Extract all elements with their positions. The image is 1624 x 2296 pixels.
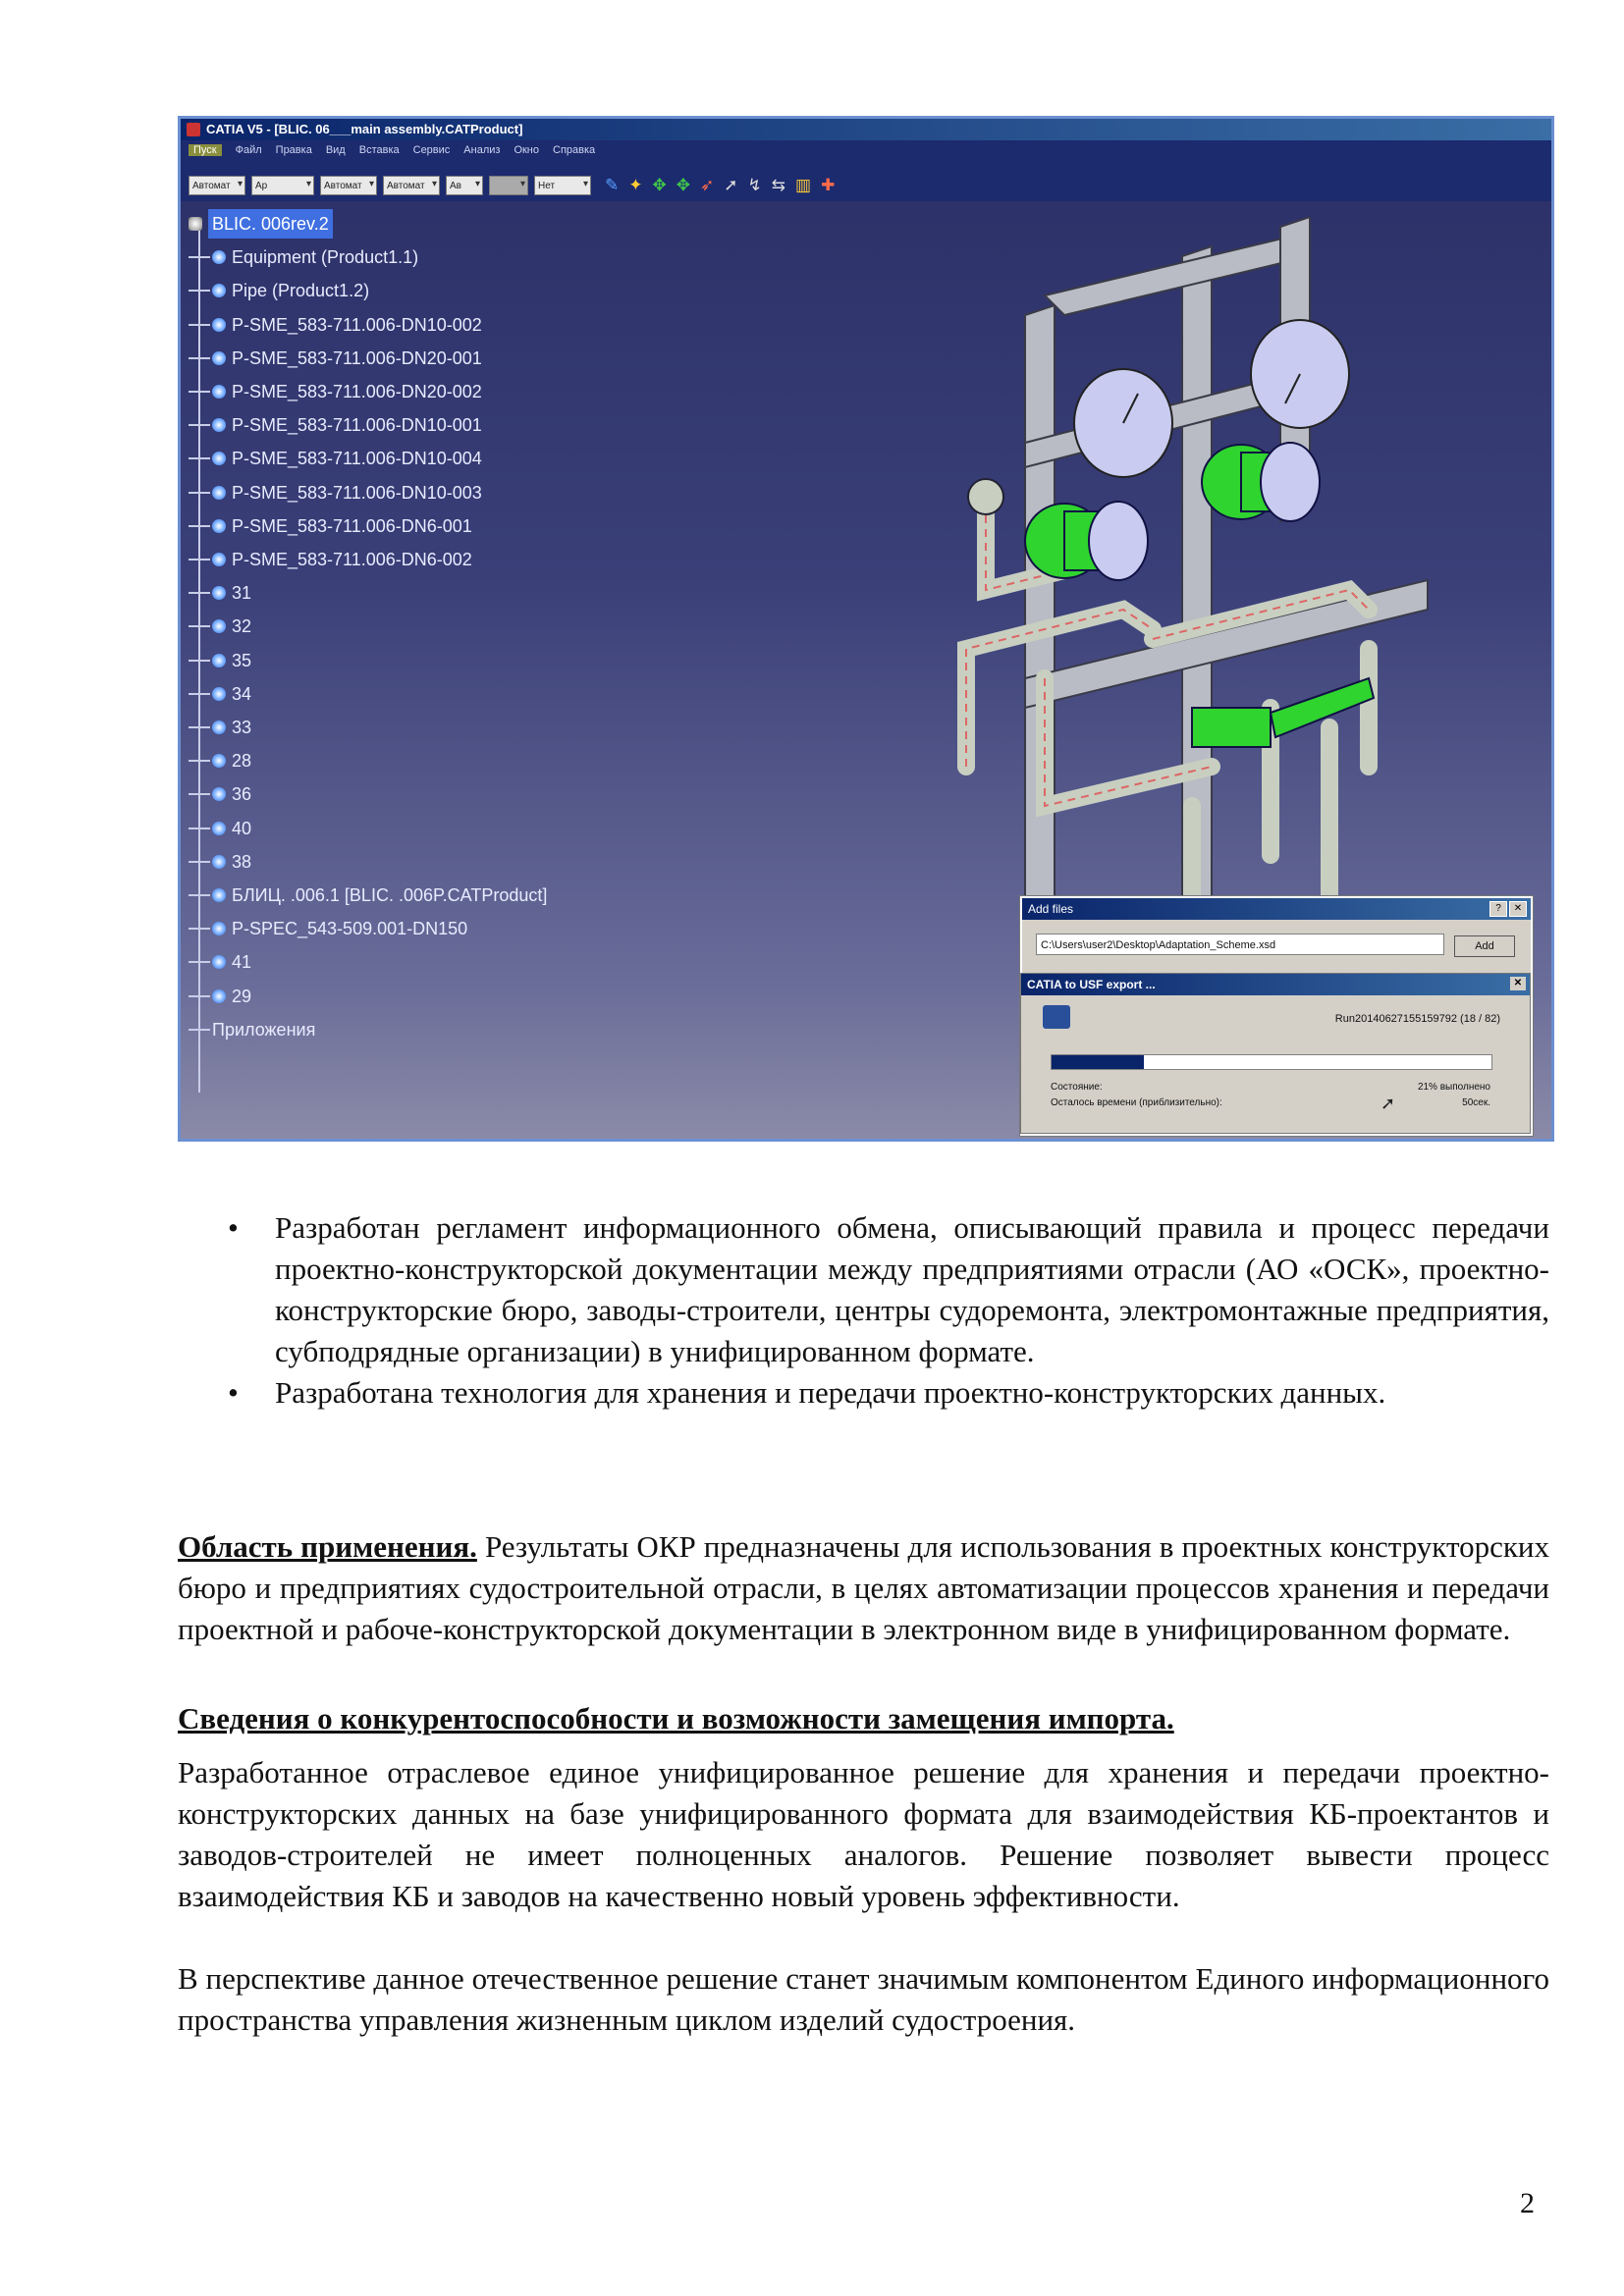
bullet-icon: • (228, 1210, 239, 1245)
toolbar-select-4[interactable]: Автомат ▾ (383, 176, 440, 195)
help-icon[interactable]: ? (1489, 901, 1507, 917)
file-path-input[interactable]: C:\Users\user2\Desktop\Adaptation_Scheme.xsd (1036, 934, 1444, 955)
tree-item-label: 35 (232, 650, 252, 670)
tree-item[interactable] (189, 947, 251, 977)
tree-branch-line (189, 424, 210, 426)
competitive-paragraph-1: Разработанное отраслевое единое унифицированное решение для хранения и передачи проектно-конструкторских данных на базе унифицированного формата для взаимодействия КБ-проектантов и заводов-строителей не имеет полноценных аналогов. Решение позволяет вывести процесс взаимодействия КБ и заводов на качественно новый уровень эффективности. (178, 1755, 1549, 1913)
part-icon (212, 822, 226, 835)
tree-branch-line (189, 357, 210, 359)
specification-tree (189, 209, 797, 1142)
catia-screenshot (178, 116, 1554, 1142)
tree-item-label: P-SME_583-711.006-DN10-001 (232, 415, 482, 436)
tree-item[interactable] (189, 646, 251, 675)
part-icon (212, 284, 226, 297)
frame-beam-top (1045, 237, 1310, 315)
toolbar-select-3[interactable]: Автомат ▾ (320, 176, 377, 195)
toolbar-icons (605, 176, 835, 195)
export-time-label: Осталось времени (приблизительно): (1051, 1097, 1222, 1108)
tree-item-label: P-SME_583-711.006-DN10-002 (232, 314, 482, 335)
export-progress-dialog (1020, 973, 1531, 1134)
tree-branch-line (189, 1029, 210, 1031)
tree-item[interactable] (189, 344, 482, 373)
tree-item[interactable] (189, 847, 251, 877)
menu-view[interactable]: Вид (325, 144, 346, 156)
bullet-list (228, 1207, 1549, 1414)
tree-branch-line (189, 894, 210, 896)
export-time-value: 50сек. (1462, 1097, 1490, 1108)
tree-branch-line (189, 828, 210, 829)
mouse-cursor-icon: ➚ (1380, 1094, 1396, 1113)
tree-item[interactable] (189, 1015, 315, 1044)
tree-item-label: Pipe (Product1.2) (232, 281, 370, 301)
part-icon (212, 955, 226, 969)
tree-item[interactable] (189, 310, 482, 340)
tree-branch-line (189, 693, 210, 695)
export-logo-icon (1043, 1005, 1070, 1029)
tree-branch-line (189, 793, 210, 795)
tree-item[interactable] (189, 578, 251, 608)
snap-icon[interactable]: ✥ (676, 176, 690, 194)
part-icon (212, 553, 226, 566)
menu-analysis[interactable]: Анализ (463, 144, 501, 156)
toolbar-select-2[interactable]: Ар ▾ (251, 176, 314, 195)
competitive-paragraph-2: В перспективе данное отечественное решение станет значимым компонентом Единого информационного пространства управления жизненным циклом изделий судостроения. (178, 1961, 1549, 2037)
tree-item-label: 28 (232, 751, 252, 772)
tree-branch-line (189, 457, 210, 459)
export-title: CATIA to USF export ... (1027, 978, 1156, 991)
tree-item[interactable] (189, 679, 251, 709)
tree-item-label: БЛИЦ. .006.1 [BLIC. .006P.CATProduct] (232, 885, 548, 905)
tree-branch-line (189, 391, 210, 393)
tree-branch-line (189, 760, 210, 762)
part-icon (212, 351, 226, 365)
part-icon (212, 922, 226, 935)
bullet-text: Разработан регламент информационного обмена, описывающий правила и процесс передачи проектно-конструкторской документации между предприятиями отрасли (АО «ОСК», проектно-конструкторские бюро, заводы-строители, центры судоремонта, электромонтажные предприятия, субподрядные организации) в унифицированном формате. (275, 1210, 1549, 1368)
catia-app-icon (187, 123, 200, 136)
tree-item[interactable] (189, 377, 482, 406)
tree-branch-line (189, 660, 210, 662)
menu-help[interactable]: Справка (553, 144, 596, 156)
tree-branch-line (189, 256, 210, 258)
toolbar (181, 160, 1551, 201)
tree-branch-line (189, 726, 210, 728)
tree-branch-line (189, 492, 210, 494)
light-icon[interactable]: ✦ (628, 176, 643, 194)
toolbar-select-7[interactable]: Нет ▾ (534, 176, 591, 195)
part-icon (212, 452, 226, 465)
part-icon (212, 754, 226, 768)
menu-tools[interactable]: Сервис (412, 144, 451, 156)
tree-item-label: P-SME_583-711.006-DN6-002 (232, 550, 472, 569)
tree-item-label: Equipment (Product1.1) (232, 247, 419, 268)
bullet-text: Разработана технология для хранения и передачи проектно-конструкторских данных. (275, 1375, 1386, 1410)
export-state-value: 21% выполнено (1417, 1082, 1490, 1093)
scope-text: Результаты ОКР предназначены для использования в проектных конструкторских бюро и предприятиях судостроительной отрасли, в целях автоматизации процессов хранения и передачи проектной и рабоче-конструкторской документации в электронном виде в унифицированном формате. (178, 1529, 1549, 1646)
part-icon (212, 687, 226, 701)
part-icon (212, 250, 226, 264)
menu-insert[interactable]: Вставка (358, 144, 400, 156)
tree-item[interactable] (189, 881, 547, 910)
explode-icon[interactable]: ➶ (700, 176, 715, 194)
menu-start[interactable]: Пуск (189, 144, 222, 156)
part-icon (212, 385, 226, 399)
tree-item[interactable] (189, 814, 251, 843)
tree-item[interactable] (189, 982, 251, 1011)
scope-paragraph (178, 1526, 1549, 1650)
product-icon (189, 217, 202, 231)
tree-item-label: 32 (232, 616, 252, 637)
paint-icon[interactable]: ✎ (605, 176, 620, 194)
competitive-heading: Сведения о конкурентоспособности и возможности замещения импорта. (178, 1701, 1174, 1735)
bullet-icon: • (228, 1375, 239, 1410)
tree-item-label: Приложения (212, 1019, 316, 1040)
frame-post-left (1025, 305, 1055, 914)
measure-icon[interactable]: ↯ (747, 176, 762, 194)
part-icon (212, 888, 226, 902)
bullet-item (228, 1207, 1549, 1372)
tree-branch-line (189, 625, 210, 627)
toolbar-select-6[interactable] (489, 176, 528, 195)
tree-item[interactable] (189, 779, 251, 809)
tree-item[interactable] (189, 713, 251, 742)
tree-branch-line (189, 592, 210, 594)
tree-item[interactable] (189, 276, 369, 305)
export-progress-fill (1052, 1055, 1144, 1069)
menu-window[interactable]: Окно (514, 144, 539, 156)
export-run-id: Run20140627155159792 (18 / 82) (1334, 1013, 1500, 1025)
tree-branch-line (189, 525, 210, 527)
close-icon[interactable]: ✕ (1509, 901, 1527, 917)
tree-branch-line (189, 290, 210, 292)
tree-branch-line (189, 861, 210, 863)
tree-item-label: 34 (232, 683, 252, 704)
menu-bar (181, 140, 1551, 160)
export-progress-bar (1051, 1054, 1492, 1070)
tree-item-label: P-SME_583-711.006-DN10-003 (232, 482, 482, 503)
toolbar-select-1[interactable]: Автомат ▾ (189, 176, 245, 195)
tree-item[interactable] (189, 511, 472, 541)
tree-item-label: 36 (232, 784, 252, 805)
part-icon (212, 418, 226, 432)
export-titlebar (1021, 974, 1530, 995)
tree-root-label: BLIC. 006rev.2 (208, 209, 333, 239)
part-icon (212, 619, 226, 633)
part-icon (212, 654, 226, 667)
toolbar-select-5[interactable]: Ав ▾ (446, 176, 483, 195)
tree-item[interactable] (189, 746, 251, 775)
tree-item-label: P-SME_583-711.006-DN6-001 (232, 515, 472, 536)
menu-file[interactable]: Файл (235, 144, 262, 156)
tree-branch-line (189, 324, 210, 326)
tree-branch-line (189, 961, 210, 963)
tree-item-label: P-SPEC_543-509.001-DN150 (232, 919, 468, 939)
tree-branch-line (189, 995, 210, 997)
add-button[interactable]: Add (1454, 935, 1515, 957)
menu-edit[interactable]: Правка (275, 144, 312, 156)
catalog-icon[interactable]: ✚ (821, 176, 836, 194)
part-icon (212, 486, 226, 500)
part-icon (212, 787, 226, 801)
tree-item-label: 29 (232, 986, 252, 1006)
tree-item[interactable] (189, 612, 251, 641)
tree-item-label: 38 (232, 851, 252, 872)
tree-root[interactable] (189, 209, 333, 239)
constraint-icon[interactable]: ⇆ (771, 176, 785, 194)
part-icon (212, 586, 226, 600)
3d-pipe-assembly-view[interactable] (956, 217, 1554, 1002)
tree-item-label: 33 (232, 718, 252, 737)
tree-branch-line (189, 559, 210, 561)
scope-heading: Область применения. (178, 1529, 477, 1564)
add-files-titlebar (1022, 898, 1531, 920)
add-files-title: Add files (1028, 902, 1074, 916)
bom-icon[interactable]: ▥ (795, 176, 812, 194)
tree-item[interactable] (189, 545, 472, 574)
tree-item[interactable] (189, 914, 467, 943)
tree-item[interactable] (189, 242, 418, 272)
clash-icon[interactable]: ➚ (724, 176, 738, 194)
pipe-end-cap (968, 479, 1003, 514)
export-state-label: Состояние: (1051, 1082, 1103, 1093)
tree-item[interactable] (189, 478, 482, 507)
tree-item-label: 40 (232, 818, 252, 838)
bullet-item (228, 1372, 1549, 1414)
move-icon[interactable]: ✥ (652, 176, 667, 194)
tree-branch-line (189, 928, 210, 930)
part-icon (212, 989, 226, 1003)
tree-item-label: 31 (232, 583, 252, 604)
close-icon[interactable]: ✕ (1510, 977, 1526, 990)
part-icon (212, 519, 226, 533)
part-icon (212, 855, 226, 869)
tree-item[interactable] (189, 410, 482, 440)
tree-item-label: P-SME_583-711.006-DN20-002 (232, 382, 482, 401)
tree-item-label: P-SME_583-711.006-DN20-001 (232, 347, 482, 368)
window-title: CATIA V5 - [BLIC. 06___main assembly.CATProduct] (206, 122, 523, 136)
window-titlebar (181, 119, 1551, 140)
part-icon (212, 721, 226, 734)
tree-item-label: P-SME_583-711.006-DN10-004 (232, 449, 482, 469)
tree-item[interactable] (189, 444, 482, 473)
tree-item-label: 41 (232, 952, 252, 973)
page-number: 2 (1520, 2187, 1535, 2219)
part-icon (212, 318, 226, 332)
